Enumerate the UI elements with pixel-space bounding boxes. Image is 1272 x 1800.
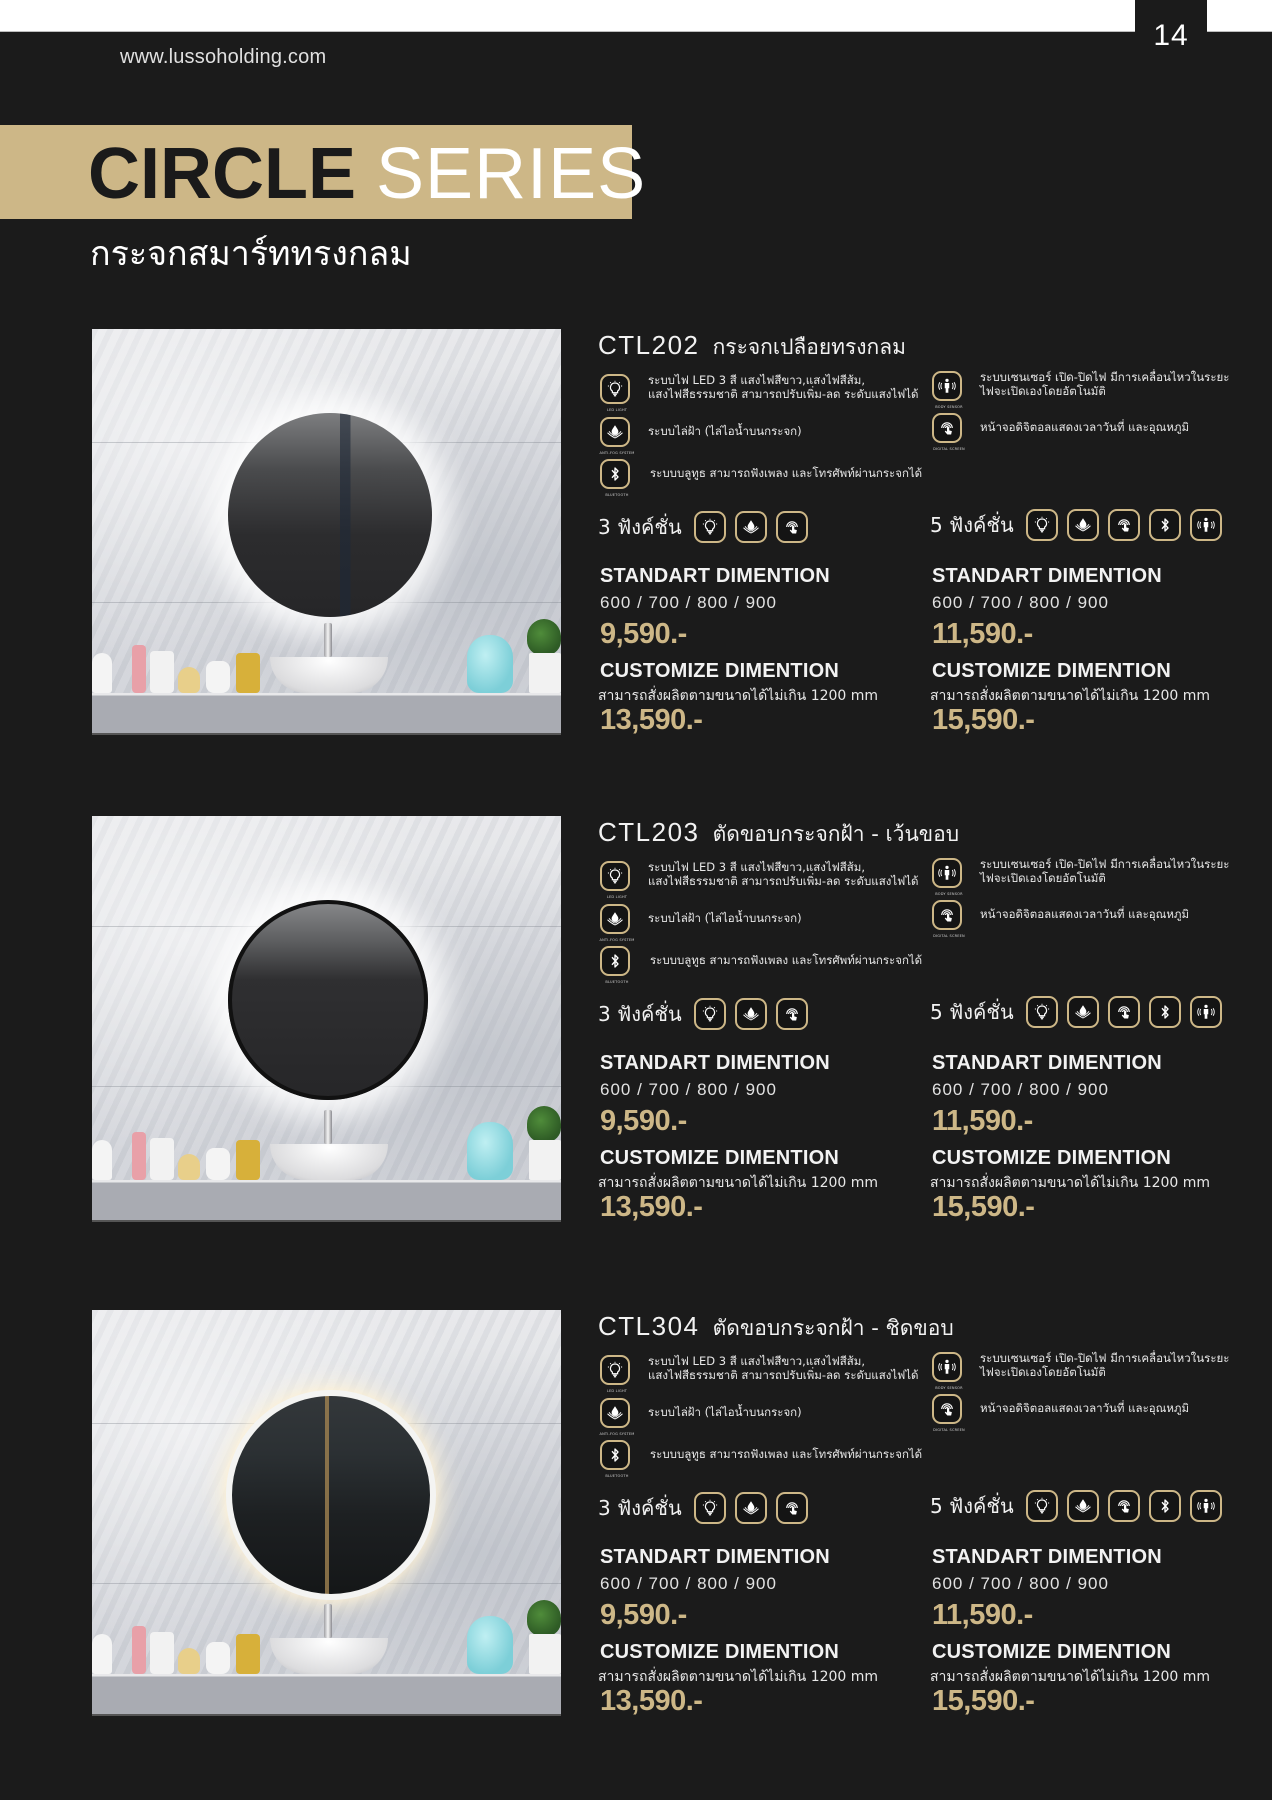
touch-screen-icon	[932, 1394, 965, 1432]
bluetooth-icon	[600, 1440, 630, 1478]
touch-screen-icon	[776, 998, 808, 1030]
white-vase	[92, 1634, 112, 1674]
standard-price: 9,590.-	[600, 618, 687, 650]
feature-bluetooth-text: ระบบบลูทูธ สามารถฟังเพลง และโทรศัพท์ผ่านกระจกได้	[650, 1447, 923, 1461]
touch-screen-icon	[776, 1492, 808, 1524]
function-row	[930, 1490, 1222, 1522]
product-ctl203	[0, 816, 1272, 1236]
marble-counter	[92, 1674, 561, 1714]
custom-price: 15,590.-	[932, 704, 1035, 736]
function-row	[598, 511, 808, 543]
custom-heading: CUSTOMIZE DIMENTION	[932, 660, 1171, 682]
feature-antifog-text: ระบบไล่ฝ้า (ไล่ไอน้ำบนกระจก)	[648, 424, 802, 438]
white-jar	[206, 661, 230, 693]
custom-price: 13,590.-	[600, 1191, 703, 1223]
feature-led	[600, 373, 919, 412]
water-drop-icon	[1067, 509, 1099, 541]
standard-sizes: 600 / 700 / 800 / 900	[932, 1574, 1109, 1593]
plant-pot	[529, 653, 561, 693]
icon-caption: ANTI-FOG SYSTEM	[599, 451, 635, 455]
round-mirror	[228, 413, 432, 617]
series-title	[88, 129, 646, 219]
icon-caption: LED LIGHT	[606, 1389, 628, 1393]
soap-bottle	[236, 653, 260, 693]
touch-screen-icon	[1108, 1490, 1140, 1522]
icon-caption: BODY SENSOR	[935, 1386, 963, 1390]
bluetooth-icon	[1149, 1490, 1181, 1522]
function-icons	[694, 1492, 808, 1524]
function-count-label: 3 ฟังค์ชั่น	[598, 515, 682, 539]
bluetooth-icon	[1149, 996, 1181, 1028]
product-name: ตัดขอบกระจกฝ้า - เว้นขอบ	[712, 822, 960, 846]
feature-sensor	[932, 857, 1230, 896]
product-photo	[92, 329, 561, 735]
white-cup	[150, 651, 174, 693]
feature-line: ไฟจะเปิดเองโดยอัตโนมัติ	[980, 383, 1106, 398]
feature-sensor-text	[980, 1352, 1229, 1379]
function-icons	[1026, 996, 1222, 1028]
product-heading	[598, 1310, 954, 1346]
feature-digital-text: หน้าจอดิจิตอลแสดงเวลาวันที่ และอุณหภูมิ	[980, 1401, 1190, 1415]
water-drop-icon	[599, 904, 635, 942]
white-jar	[206, 1148, 230, 1180]
product-heading	[598, 816, 959, 852]
icon-caption: ANTI-FOG SYSTEM	[599, 1432, 635, 1436]
body-sensor-icon	[1190, 996, 1222, 1028]
feature-digital-text: หน้าจอดิจิตอลแสดงเวลาวันที่ และอุณหภูมิ	[980, 907, 1190, 921]
water-drop-icon	[735, 1492, 767, 1524]
custom-price: 13,590.-	[600, 1685, 703, 1717]
feature-bluetooth	[600, 946, 923, 984]
lightbulb-icon	[1026, 509, 1058, 541]
custom-price: 15,590.-	[932, 1191, 1035, 1223]
gold-bottle	[178, 1154, 200, 1180]
function-icons	[1026, 509, 1222, 541]
custom-heading: CUSTOMIZE DIMENTION	[932, 1147, 1171, 1169]
pink-vase	[132, 1626, 146, 1674]
bluetooth-icon	[600, 946, 630, 984]
product-name: ตัดขอบกระจกฝ้า - ชิดขอบ	[712, 1316, 954, 1340]
icon-caption: LED LIGHT	[606, 408, 628, 412]
soap-bottle	[236, 1140, 260, 1180]
website-url: www.lussoholding.com	[120, 46, 327, 68]
lightbulb-icon	[600, 861, 630, 899]
custom-note: สามารถสั่งผลิตตามขนาดได้ไม่เกิน 1200 mm	[930, 1669, 1211, 1685]
function-row	[598, 998, 808, 1030]
blue-vase	[467, 1122, 513, 1180]
function-row	[930, 996, 1222, 1028]
gold-bottle	[178, 667, 200, 693]
feature-line: ระบบเซนเซอร์ เปิด-ปิดไฟ มีการเคลื่อนไหวในระยะ	[980, 370, 1230, 384]
blue-vase	[467, 635, 513, 693]
water-drop-icon	[735, 511, 767, 543]
custom-heading: CUSTOMIZE DIMENTION	[600, 1641, 839, 1663]
icon-caption: BODY SENSOR	[935, 405, 963, 409]
function-count-label: 5 ฟังค์ชั่น	[930, 513, 1014, 537]
body-sensor-icon	[1190, 509, 1222, 541]
feature-line: ไฟจะเปิดเองโดยอัตโนมัติ	[980, 1364, 1106, 1379]
plant-pot	[529, 1634, 561, 1674]
touch-screen-icon	[1108, 996, 1140, 1028]
water-drop-icon	[1067, 1490, 1099, 1522]
page-number: 14	[1153, 19, 1189, 52]
plant-pot	[529, 1140, 561, 1180]
icon-caption: BLUETOOTH	[605, 980, 629, 984]
faucet	[324, 1604, 332, 1638]
water-drop-icon	[599, 1398, 635, 1436]
feature-led-text	[648, 1355, 919, 1382]
pink-vase	[132, 645, 146, 693]
feature-led	[600, 860, 919, 899]
white-jar	[206, 1642, 230, 1674]
product-photo	[92, 1310, 561, 1716]
feature-line: ระบบเซนเซอร์ เปิด-ปิดไฟ มีการเคลื่อนไหวในระยะ	[980, 857, 1230, 871]
water-drop-icon	[1067, 996, 1099, 1028]
function-icons	[694, 998, 808, 1030]
frosted-mirror-border	[226, 1390, 436, 1600]
lightbulb-icon	[600, 1355, 630, 1393]
feature-line: แสงไฟสีธรรมชาติ สามารถปรับเพิ่ม-ลด ระดับแสงไฟได้	[648, 873, 919, 888]
product-ctl304	[0, 1310, 1272, 1730]
icon-caption: DIGITAL SCREEN	[933, 934, 965, 938]
soap-bottle	[236, 1634, 260, 1674]
faucet	[324, 623, 332, 657]
plant	[527, 619, 561, 655]
bluetooth-icon	[600, 459, 630, 497]
product-code: CTL203	[598, 817, 700, 847]
function-count-label: 5 ฟังค์ชั่น	[930, 1000, 1014, 1024]
feature-digital	[932, 900, 1190, 938]
custom-price: 13,590.-	[600, 704, 703, 736]
feature-line: ระบบไฟ LED 3 สี แสงไฟสีขาว,แสงไฟสีส้ม,	[648, 1354, 866, 1368]
custom-heading: CUSTOMIZE DIMENTION	[932, 1641, 1171, 1663]
function-count-label: 3 ฟังค์ชั่น	[598, 1496, 682, 1520]
lightbulb-icon	[694, 998, 726, 1030]
custom-note: สามารถสั่งผลิตตามขนาดได้ไม่เกิน 1200 mm	[930, 688, 1211, 704]
feature-sensor-text	[980, 858, 1229, 885]
basin	[270, 1638, 388, 1674]
product-name: กระจกเปลือยทรงกลม	[712, 335, 906, 359]
custom-heading: CUSTOMIZE DIMENTION	[600, 660, 839, 682]
feature-antifog	[599, 1398, 802, 1436]
feature-bluetooth-text: ระบบบลูทูธ สามารถฟังเพลง และโทรศัพท์ผ่านกระจกได้	[650, 953, 923, 967]
standard-heading: STANDART DIMENTION	[600, 1546, 830, 1568]
feature-led	[600, 1354, 919, 1393]
standard-sizes: 600 / 700 / 800 / 900	[600, 593, 777, 612]
blue-vase	[467, 1616, 513, 1674]
white-vase	[92, 1140, 112, 1180]
feature-bluetooth-text: ระบบบลูทูธ สามารถฟังเพลง และโทรศัพท์ผ่านกระจกได้	[650, 466, 923, 480]
standard-heading: STANDART DIMENTION	[600, 565, 830, 587]
standard-sizes: 600 / 700 / 800 / 900	[600, 1080, 777, 1099]
feature-digital-text: หน้าจอดิจิตอลแสดงเวลาวันที่ และอุณหภูมิ	[980, 420, 1190, 434]
body-sensor-icon	[932, 1352, 963, 1390]
touch-screen-icon	[932, 413, 965, 451]
icon-caption: BLUETOOTH	[605, 493, 629, 497]
feature-line: แสงไฟสีธรรมชาติ สามารถปรับเพิ่ม-ลด ระดับแสงไฟได้	[648, 1367, 919, 1382]
feature-digital	[932, 413, 1190, 451]
gold-bottle	[178, 1648, 200, 1674]
feature-antifog-text: ระบบไล่ฝ้า (ไล่ไอน้ำบนกระจก)	[648, 911, 802, 925]
function-icons	[694, 511, 808, 543]
product-ctl202	[0, 329, 1272, 749]
custom-note: สามารถสั่งผลิตตามขนาดได้ไม่เกิน 1200 mm	[930, 1175, 1211, 1191]
feature-line: แสงไฟสีธรรมชาติ สามารถปรับเพิ่ม-ลด ระดับแสงไฟได้	[648, 386, 919, 401]
icon-caption: DIGITAL SCREEN	[933, 1428, 965, 1432]
standard-heading: STANDART DIMENTION	[932, 1052, 1162, 1074]
standard-heading: STANDART DIMENTION	[600, 1052, 830, 1074]
plant	[527, 1106, 561, 1142]
standard-heading: STANDART DIMENTION	[932, 1546, 1162, 1568]
standard-price: 9,590.-	[600, 1105, 687, 1137]
basin	[270, 1144, 388, 1180]
series-subtitle: กระจกสมาร์ททรงกลม	[90, 234, 412, 274]
icon-caption: DIGITAL SCREEN	[933, 447, 965, 451]
function-count-label: 3 ฟังค์ชั่น	[598, 1002, 682, 1026]
function-row	[930, 509, 1222, 541]
icon-caption: BLUETOOTH	[605, 1474, 629, 1478]
product-code: CTL202	[598, 330, 700, 360]
mirror-frame	[228, 900, 428, 1100]
feature-led-text	[648, 861, 919, 888]
custom-note: สามารถสั่งผลิตตามขนาดได้ไม่เกิน 1200 mm	[598, 1669, 879, 1685]
function-row	[598, 1492, 808, 1524]
pink-vase	[132, 1132, 146, 1180]
white-cup	[150, 1632, 174, 1674]
body-sensor-icon	[1190, 1490, 1222, 1522]
custom-note: สามารถสั่งผลิตตามขนาดได้ไม่เกิน 1200 mm	[598, 1175, 879, 1191]
product-code: CTL304	[598, 1311, 700, 1341]
custom-price: 15,590.-	[932, 1685, 1035, 1717]
feature-bluetooth	[600, 459, 923, 497]
standard-price: 11,590.-	[932, 1105, 1033, 1137]
custom-heading: CUSTOMIZE DIMENTION	[600, 1147, 839, 1169]
feature-sensor	[932, 1351, 1230, 1390]
product-heading	[598, 329, 906, 365]
body-sensor-icon	[932, 858, 963, 896]
marble-counter	[92, 1180, 561, 1220]
standard-price: 9,590.-	[600, 1599, 687, 1631]
white-vase	[92, 653, 112, 693]
standard-heading: STANDART DIMENTION	[932, 565, 1162, 587]
feature-line: ระบบไฟ LED 3 สี แสงไฟสีขาว,แสงไฟสีส้ม,	[648, 373, 866, 387]
water-drop-icon	[599, 417, 635, 455]
feature-antifog	[599, 904, 802, 942]
basin	[270, 657, 388, 693]
lightbulb-icon	[1026, 996, 1058, 1028]
lightbulb-icon	[694, 1492, 726, 1524]
feature-sensor	[932, 370, 1230, 409]
plant	[527, 1600, 561, 1636]
feature-antifog-text: ระบบไล่ฝ้า (ไล่ไอน้ำบนกระจก)	[648, 1405, 802, 1419]
icon-caption: LED LIGHT	[606, 895, 628, 899]
icon-caption: ANTI-FOG SYSTEM	[599, 938, 635, 942]
faucet	[324, 1110, 332, 1144]
bluetooth-icon	[1149, 509, 1181, 541]
series-title-light: SERIES	[376, 134, 647, 214]
feature-led-text	[648, 374, 919, 401]
touch-screen-icon	[932, 900, 965, 938]
lightbulb-icon	[1026, 1490, 1058, 1522]
lightbulb-icon	[694, 511, 726, 543]
lightbulb-icon	[600, 374, 630, 412]
feature-digital	[932, 1394, 1190, 1432]
icon-caption: BODY SENSOR	[935, 892, 963, 896]
custom-note: สามารถสั่งผลิตตามขนาดได้ไม่เกิน 1200 mm	[598, 688, 879, 704]
feature-line: ไฟจะเปิดเองโดยอัตโนมัติ	[980, 870, 1106, 885]
standard-price: 11,590.-	[932, 618, 1033, 650]
standard-sizes: 600 / 700 / 800 / 900	[932, 593, 1109, 612]
standard-sizes: 600 / 700 / 800 / 900	[932, 1080, 1109, 1099]
water-drop-icon	[735, 998, 767, 1030]
feature-line: ระบบเซนเซอร์ เปิด-ปิดไฟ มีการเคลื่อนไหวในระยะ	[980, 1351, 1230, 1365]
touch-screen-icon	[1108, 509, 1140, 541]
function-icons	[1026, 1490, 1222, 1522]
series-title-bold: CIRCLE	[88, 134, 356, 214]
feature-sensor-text	[980, 371, 1229, 398]
white-cup	[150, 1138, 174, 1180]
standard-price: 11,590.-	[932, 1599, 1033, 1631]
feature-antifog	[599, 417, 802, 455]
product-photo	[92, 816, 561, 1222]
marble-counter	[92, 693, 561, 733]
feature-bluetooth	[600, 1440, 923, 1478]
touch-screen-icon	[776, 511, 808, 543]
top-white-strip	[0, 0, 1272, 32]
body-sensor-icon	[932, 371, 963, 409]
standard-sizes: 600 / 700 / 800 / 900	[600, 1574, 777, 1593]
feature-line: ระบบไฟ LED 3 สี แสงไฟสีขาว,แสงไฟสีส้ม,	[648, 860, 866, 874]
function-count-label: 5 ฟังค์ชั่น	[930, 1494, 1014, 1518]
